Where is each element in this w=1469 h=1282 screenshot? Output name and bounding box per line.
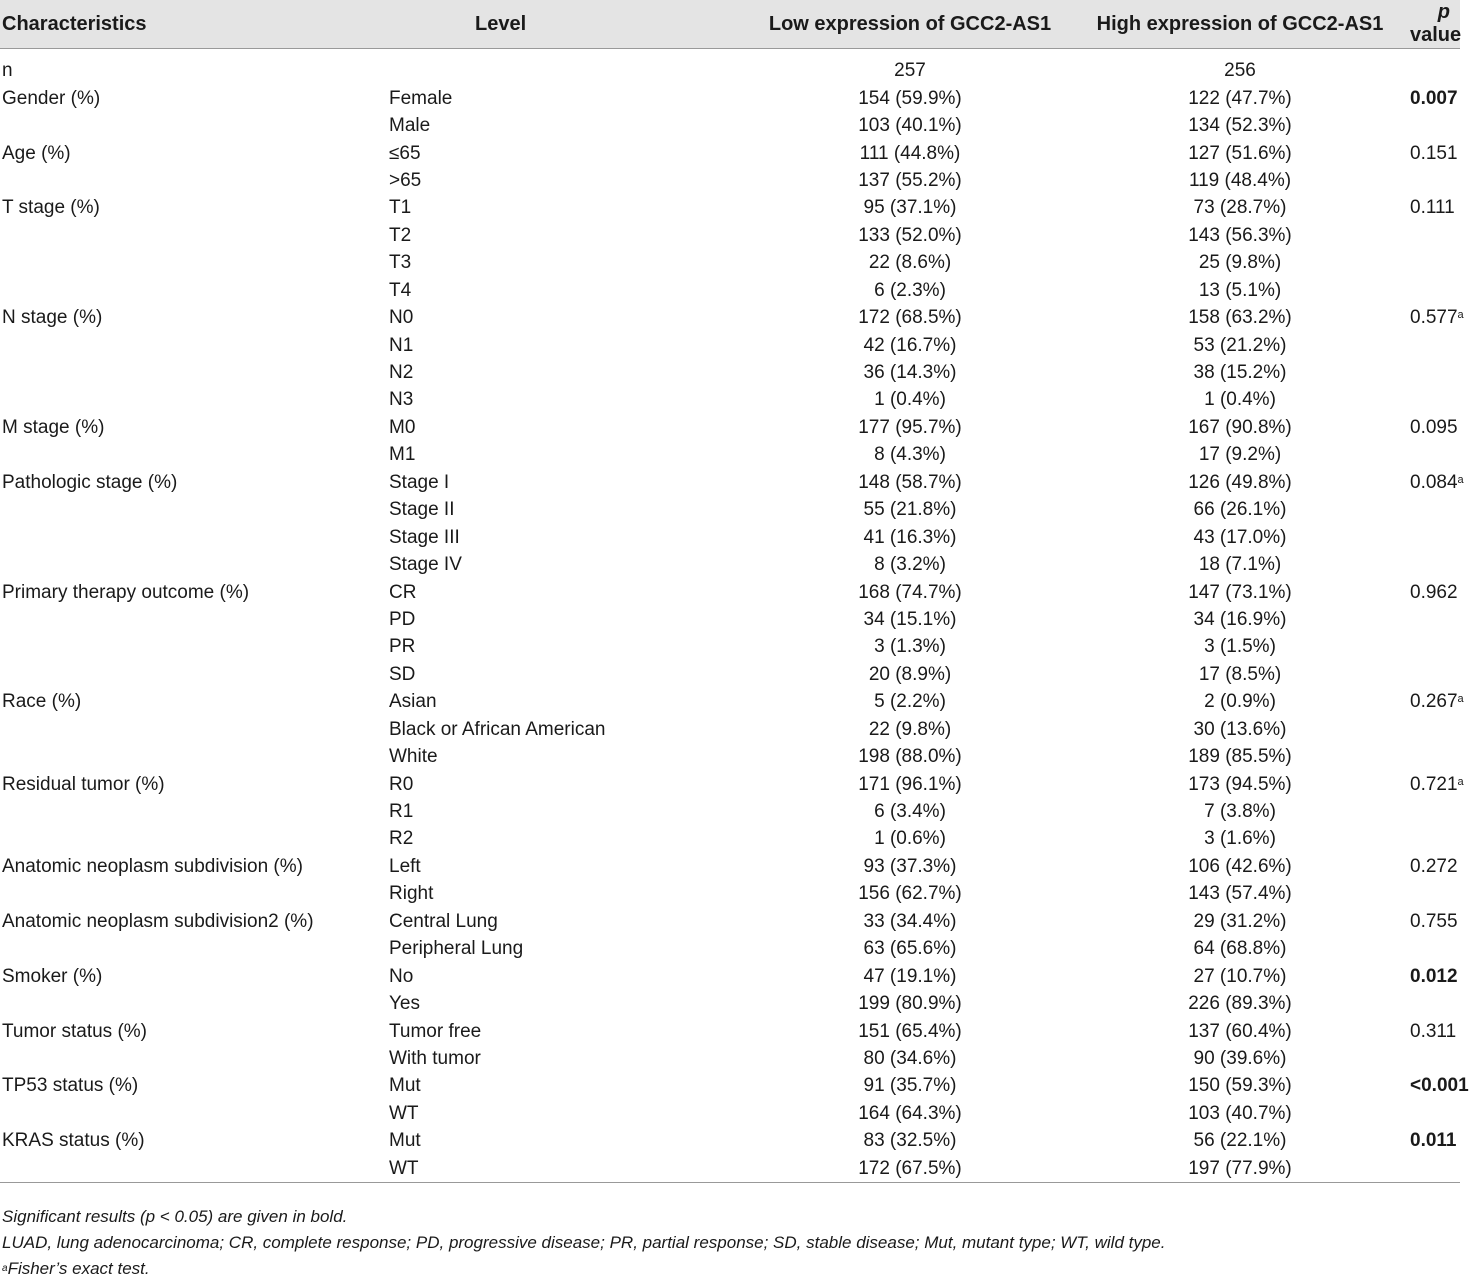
table-row — [0, 908, 1460, 935]
table-body — [0, 49, 1469, 1183]
table-row — [0, 770, 1460, 797]
level-cell: T3 — [389, 252, 412, 274]
characteristic-cell: Age (%) — [2, 142, 71, 164]
p-value: 0.007 — [1410, 87, 1458, 109]
characteristic-cell — [0, 222, 387, 249]
table-row — [0, 962, 1460, 989]
table-row — [0, 386, 1460, 413]
level-cell: R0 — [389, 773, 414, 795]
level-cell: No — [389, 965, 414, 987]
level-cell: R2 — [389, 828, 414, 850]
low-expression-cell: 5 (2.2%) — [874, 691, 946, 713]
high-expression-cell: 30 (13.6%) — [1193, 718, 1287, 740]
high-expression-cell: 43 (17.0%) — [1193, 526, 1287, 548]
table-row — [0, 469, 1460, 496]
characteristic-cell: T stage (%) — [2, 197, 100, 219]
low-expression-cell: 148 (58.7%) — [858, 471, 962, 493]
characteristic-cell — [0, 825, 387, 852]
table-row — [0, 222, 1460, 249]
high-expression-cell: 25 (9.8%) — [1198, 252, 1282, 274]
characteristic-cell — [0, 112, 387, 139]
header-high-expression: High expression of GCC2-AS1 — [1070, 0, 1410, 49]
low-expression-cell: 1 (0.6%) — [874, 828, 946, 850]
level-cell: Mut — [389, 1075, 421, 1097]
p-value-cell — [1410, 908, 1460, 935]
fisher-marker: a — [1457, 309, 1464, 322]
low-expression-cell: 95 (37.1%) — [863, 197, 957, 219]
high-expression-cell: 189 (85.5%) — [1188, 746, 1292, 768]
low-expression-cell: 34 (15.1%) — [863, 608, 957, 630]
characteristic-cell — [0, 880, 387, 907]
p-value-cell — [1410, 1155, 1460, 1183]
p-value-cell — [1410, 770, 1464, 797]
table-row — [0, 578, 1460, 605]
characteristic-cell — [0, 661, 387, 688]
high-expression-cell: 38 (15.2%) — [1193, 362, 1287, 384]
high-expression-cell: 167 (90.8%) — [1188, 416, 1292, 438]
table-row — [0, 661, 1460, 688]
table-row — [0, 1100, 1460, 1127]
p-value-cell — [1410, 716, 1460, 743]
p-value-cell — [1410, 277, 1460, 304]
p-value: 0.721 — [1410, 773, 1458, 795]
level-cell: Stage II — [389, 499, 455, 521]
level-cell: Black or African American — [389, 718, 606, 740]
table-row — [0, 880, 1460, 907]
low-expression-cell: 3 (1.3%) — [874, 636, 946, 658]
level-cell: SD — [389, 663, 416, 685]
table-row — [0, 633, 1460, 660]
table-row — [0, 688, 1460, 715]
p-value-cell — [1410, 441, 1460, 468]
characteristic-cell — [0, 551, 387, 578]
table-row — [0, 1045, 1460, 1072]
level-cell: >65 — [389, 169, 422, 191]
p-value: 0.577 — [1410, 307, 1458, 329]
characteristic-cell — [0, 167, 387, 194]
p-value-cell — [1410, 331, 1460, 358]
header-level: Level — [387, 0, 750, 49]
p-value-cell — [1410, 743, 1460, 770]
high-expression-cell: 17 (8.5%) — [1198, 663, 1282, 685]
level-cell: N2 — [389, 362, 414, 384]
low-expression-cell: 80 (34.6%) — [863, 1047, 957, 1069]
high-expression-cell: 226 (89.3%) — [1188, 993, 1292, 1015]
table-row — [0, 167, 1460, 194]
characteristic-cell: Anatomic neoplasm subdivision (%) — [2, 855, 303, 877]
high-expression-cell: 147 (73.1%) — [1188, 581, 1292, 603]
high-expression-cell: 13 (5.1%) — [1198, 279, 1282, 301]
p-value-cell — [1410, 304, 1464, 331]
header-characteristics: Characteristics — [0, 0, 387, 49]
high-expression-cell: 90 (39.6%) — [1193, 1047, 1287, 1069]
high-expression-cell: 66 (26.1%) — [1193, 499, 1287, 521]
level-cell: CR — [389, 581, 417, 603]
table-footnotes — [2, 1204, 1165, 1282]
table-row — [0, 112, 1460, 139]
high-expression-cell: 3 (1.5%) — [1204, 636, 1276, 658]
characteristic-cell — [0, 441, 387, 468]
high-expression-cell: 64 (68.8%) — [1193, 938, 1287, 960]
table-row — [0, 1072, 1460, 1099]
high-expression-cell: 137 (60.4%) — [1188, 1020, 1292, 1042]
level-cell: WT — [389, 1102, 419, 1124]
table-row — [0, 523, 1460, 550]
p-value-cell — [1410, 688, 1464, 715]
p-value: 0.311 — [1410, 1020, 1457, 1042]
low-expression-cell: 36 (14.3%) — [863, 362, 957, 384]
p-value: 0.084 — [1410, 471, 1458, 493]
characteristic-cell — [0, 633, 387, 660]
p-value-cell — [1410, 469, 1464, 496]
high-expression-cell: 29 (31.2%) — [1193, 910, 1287, 932]
footnote-abbreviations: LUAD, lung adenocarcinoma; CR, complete response; PD, progressive disease; PR, partial response; SD, stable disease; Mut, mutant type; WT, wild type. — [2, 1233, 1166, 1252]
level-cell: Central Lung — [389, 910, 498, 932]
table-row — [0, 551, 1460, 578]
level-cell: Yes — [389, 993, 420, 1015]
characteristic-cell — [0, 935, 387, 962]
characteristic-cell: Pathologic stage (%) — [2, 471, 178, 493]
high-expression-cell: 1 (0.4%) — [1204, 389, 1276, 411]
table-row — [0, 304, 1460, 331]
p-value-cell — [1410, 414, 1460, 441]
table-row — [0, 716, 1460, 743]
level-cell: Stage III — [389, 526, 460, 548]
table-row — [0, 414, 1460, 441]
footnote-fisher-text: Fisher’s exact test. — [7, 1259, 150, 1278]
footnote-fisher — [2, 1256, 1165, 1282]
level-cell: N0 — [389, 307, 414, 329]
level-cell: Right — [389, 883, 434, 905]
characteristic-cell — [0, 1155, 387, 1183]
level-cell: T1 — [389, 197, 412, 219]
p-value: 0.962 — [1410, 581, 1458, 603]
p-value-cell — [1410, 194, 1460, 221]
characteristic-cell — [0, 743, 387, 770]
high-expression-cell: 143 (57.4%) — [1188, 883, 1292, 905]
high-expression-cell: 143 (56.3%) — [1188, 224, 1292, 246]
level-cell: R1 — [389, 801, 414, 823]
table-row — [0, 441, 1460, 468]
characteristic-cell — [0, 359, 387, 386]
p-value-cell — [1410, 853, 1460, 880]
low-expression-cell: 198 (88.0%) — [858, 746, 962, 768]
characteristic-cell: M stage (%) — [2, 416, 105, 438]
low-expression-cell: 133 (52.0%) — [858, 224, 962, 246]
p-value-cell — [1410, 523, 1460, 550]
high-expression-cell: 73 (28.7%) — [1193, 197, 1287, 219]
table-row — [0, 606, 1460, 633]
p-value: 0.011 — [1410, 1130, 1457, 1152]
high-expression-cell: 27 (10.7%) — [1193, 965, 1287, 987]
p-value-cell — [1410, 1017, 1460, 1044]
level-cell: With tumor — [389, 1047, 481, 1069]
level-cell: WT — [389, 1157, 419, 1179]
characteristic-cell — [0, 386, 387, 413]
characteristic-cell — [0, 716, 387, 743]
p-value-cell — [1410, 249, 1460, 276]
low-expression-cell: 63 (65.6%) — [863, 938, 957, 960]
low-expression-cell: 6 (3.4%) — [874, 801, 946, 823]
table-row — [0, 49, 1460, 85]
table-row — [0, 277, 1460, 304]
low-expression-cell: 103 (40.1%) — [858, 115, 962, 137]
table-row — [0, 496, 1460, 523]
level-cell: ≤65 — [389, 142, 421, 164]
low-expression-cell: 20 (8.9%) — [868, 663, 952, 685]
p-value-cell — [1410, 798, 1460, 825]
level-cell: N1 — [389, 334, 414, 356]
p-value: 0.012 — [1410, 965, 1458, 987]
low-expression-cell: 83 (32.5%) — [863, 1130, 957, 1152]
p-value-cell — [1410, 386, 1460, 413]
table-row — [0, 139, 1460, 166]
high-expression-cell: 103 (40.7%) — [1188, 1102, 1292, 1124]
table-header — [0, 0, 1460, 49]
low-expression-cell: 41 (16.3%) — [863, 526, 957, 548]
low-expression-cell: 91 (35.7%) — [863, 1075, 957, 1097]
low-expression-cell: 42 (16.7%) — [863, 334, 957, 356]
p-value: <0.001 — [1410, 1075, 1469, 1097]
low-expression-cell: 8 (3.2%) — [874, 554, 946, 576]
p-value-cell — [1410, 1127, 1460, 1154]
table-row — [0, 990, 1460, 1017]
high-expression-cell: 18 (7.1%) — [1198, 554, 1282, 576]
level-cell: T4 — [389, 279, 412, 301]
high-expression-cell: 56 (22.1%) — [1193, 1130, 1287, 1152]
low-expression-cell: 33 (34.4%) — [863, 910, 957, 932]
fisher-marker: a — [1457, 775, 1464, 788]
characteristic-cell — [0, 523, 387, 550]
characteristic-cell: Smoker (%) — [2, 965, 103, 987]
level-cell: T2 — [389, 224, 412, 246]
low-expression-cell: 177 (95.7%) — [858, 416, 962, 438]
table-row — [0, 84, 1460, 111]
p-value-cell — [1410, 935, 1460, 962]
fisher-marker: a — [1457, 693, 1464, 706]
p-value: 0.755 — [1410, 910, 1458, 932]
characteristic-cell: KRAS status (%) — [2, 1130, 145, 1152]
characteristic-cell: TP53 status (%) — [2, 1075, 139, 1097]
header-low-expression: Low expression of GCC2-AS1 — [750, 0, 1070, 49]
characteristic-cell: N stage (%) — [2, 307, 103, 329]
p-value-cell — [1410, 167, 1460, 194]
low-expression-cell: 199 (80.9%) — [858, 993, 962, 1015]
low-expression-cell: 93 (37.3%) — [863, 855, 957, 877]
characteristic-cell — [0, 606, 387, 633]
characteristic-cell — [0, 1100, 387, 1127]
table-row — [0, 825, 1460, 852]
p-value-cell — [1410, 49, 1460, 85]
characteristic-cell: Tumor status (%) — [2, 1020, 147, 1042]
level-cell: Tumor free — [389, 1020, 482, 1042]
high-expression-cell: 127 (51.6%) — [1188, 142, 1292, 164]
low-expression-cell: 6 (2.3%) — [874, 279, 946, 301]
characteristic-cell: n — [2, 60, 13, 82]
table-row — [0, 194, 1460, 221]
high-expression-cell: 7 (3.8%) — [1204, 801, 1276, 823]
level-cell: Peripheral Lung — [389, 938, 524, 960]
p-value-cell — [1410, 661, 1460, 688]
p-value-cell — [1410, 1045, 1460, 1072]
characteristic-cell — [0, 990, 387, 1017]
level-cell: PR — [389, 636, 416, 658]
high-expression-cell: 34 (16.9%) — [1193, 608, 1287, 630]
low-expression-cell: 156 (62.7%) — [858, 883, 962, 905]
p-value: 0.151 — [1410, 142, 1458, 164]
low-expression-cell: 1 (0.4%) — [874, 389, 946, 411]
high-expression-cell: 17 (9.2%) — [1198, 444, 1282, 466]
low-expression-cell: 171 (96.1%) — [858, 773, 962, 795]
high-expression-cell: 3 (1.6%) — [1204, 828, 1276, 850]
level-cell: White — [389, 746, 438, 768]
table-row — [0, 359, 1460, 386]
characteristic-cell — [0, 798, 387, 825]
header-row — [0, 0, 1460, 49]
characteristic-cell: Primary therapy outcome (%) — [2, 581, 250, 603]
high-expression-cell: 106 (42.6%) — [1188, 855, 1292, 877]
p-value-cell — [1410, 359, 1460, 386]
header-p-value — [1410, 0, 1460, 49]
p-value: 0.111 — [1410, 197, 1455, 219]
level-cell: Stage IV — [389, 554, 462, 576]
p-value-cell — [1410, 496, 1460, 523]
characteristic-cell: Residual tumor (%) — [2, 773, 165, 795]
level-cell: M1 — [389, 444, 416, 466]
footnote-marker: a — [2, 1263, 8, 1274]
characteristic-cell — [0, 331, 387, 358]
level-cell: Mut — [389, 1130, 421, 1152]
low-expression-cell: 47 (19.1%) — [863, 965, 957, 987]
table-row — [0, 853, 1460, 880]
characteristic-cell: Race (%) — [2, 691, 82, 713]
p-value-cell — [1410, 825, 1460, 852]
high-expression-cell: 173 (94.5%) — [1188, 773, 1292, 795]
characteristic-cell: Anatomic neoplasm subdivision2 (%) — [2, 910, 314, 932]
p-value: 0.095 — [1410, 416, 1458, 438]
p-value-cell — [1410, 222, 1460, 249]
p-value-cell — [1410, 112, 1460, 139]
header-p-italic: p — [1437, 1, 1450, 23]
high-expression-cell: 197 (77.9%) — [1188, 1157, 1292, 1179]
table-row — [0, 249, 1460, 276]
p-value-cell — [1410, 551, 1460, 578]
low-expression-cell: 111 (44.8%) — [859, 142, 961, 164]
characteristic-cell — [0, 249, 387, 276]
low-expression-cell: 8 (4.3%) — [874, 444, 946, 466]
footnote-significance: Significant results (p < 0.05) are given in bold. — [2, 1207, 348, 1226]
p-value-cell — [1410, 578, 1460, 605]
level-cell: Female — [389, 87, 453, 109]
high-expression-cell: 119 (48.4%) — [1188, 169, 1292, 191]
table-row — [0, 935, 1460, 962]
low-expression-cell: 22 (8.6%) — [868, 252, 952, 274]
level-cell: N3 — [389, 389, 414, 411]
p-value-cell — [1410, 606, 1460, 633]
level-cell: Left — [389, 855, 421, 877]
characteristic-cell — [0, 1045, 387, 1072]
level-cell: M0 — [389, 416, 416, 438]
p-value-cell — [1410, 1100, 1460, 1127]
high-expression-cell: 256 — [1224, 60, 1256, 82]
low-expression-cell: 154 (59.9%) — [858, 87, 962, 109]
low-expression-cell: 172 (68.5%) — [858, 307, 962, 329]
level-cell: Stage I — [389, 471, 450, 493]
header-value-word: value — [1410, 24, 1462, 46]
high-expression-cell: 134 (52.3%) — [1188, 115, 1292, 137]
p-value-cell — [1410, 84, 1460, 111]
low-expression-cell: 168 (74.7%) — [858, 581, 962, 603]
p-value-cell — [1410, 962, 1460, 989]
low-expression-cell: 164 (64.3%) — [858, 1102, 962, 1124]
table-row — [0, 331, 1460, 358]
low-expression-cell: 137 (55.2%) — [858, 169, 962, 191]
characteristic-cell — [0, 496, 387, 523]
p-value: 0.272 — [1410, 855, 1458, 877]
level-cell: Asian — [389, 691, 437, 713]
p-value-cell — [1410, 990, 1460, 1017]
high-expression-cell: 2 (0.9%) — [1204, 691, 1276, 713]
table-row — [0, 1127, 1460, 1154]
low-expression-cell: 151 (65.4%) — [858, 1020, 962, 1042]
level-cell: Male — [389, 115, 431, 137]
high-expression-cell: 122 (47.7%) — [1188, 87, 1292, 109]
table-row — [0, 1017, 1460, 1044]
fisher-marker: a — [1457, 473, 1464, 486]
p-value-cell — [1410, 880, 1460, 907]
high-expression-cell: 53 (21.2%) — [1193, 334, 1287, 356]
level-cell — [387, 49, 750, 85]
high-expression-cell: 126 (49.8%) — [1188, 471, 1292, 493]
p-value: 0.267 — [1410, 691, 1458, 713]
p-value-cell — [1410, 633, 1460, 660]
low-expression-cell: 172 (67.5%) — [858, 1157, 962, 1179]
high-expression-cell: 158 (63.2%) — [1188, 307, 1292, 329]
table-row — [0, 798, 1460, 825]
p-value-cell — [1410, 139, 1460, 166]
characteristic-cell — [0, 277, 387, 304]
table-row — [0, 1155, 1460, 1183]
level-cell: PD — [389, 608, 416, 630]
low-expression-cell: 257 — [894, 60, 926, 82]
low-expression-cell: 22 (9.8%) — [868, 718, 952, 740]
low-expression-cell: 55 (21.8%) — [863, 499, 957, 521]
table-row — [0, 743, 1460, 770]
characteristic-cell: Gender (%) — [2, 87, 101, 109]
high-expression-cell: 150 (59.3%) — [1188, 1075, 1292, 1097]
p-value-cell — [1410, 1072, 1469, 1099]
